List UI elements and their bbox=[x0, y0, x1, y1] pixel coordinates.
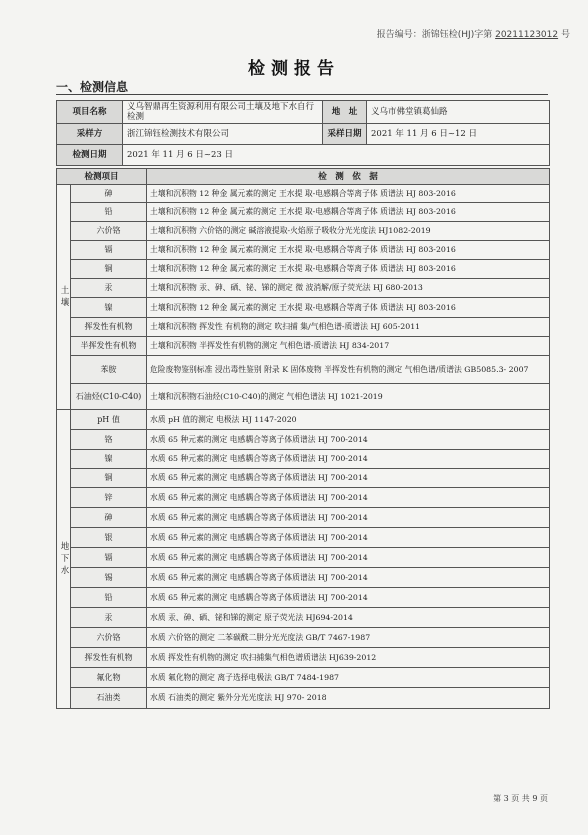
test-item: 镉 bbox=[71, 548, 147, 568]
table-row bbox=[57, 450, 550, 469]
project-name-label: 项目名称 bbox=[57, 101, 123, 124]
soil-group-text: 土壤 bbox=[60, 286, 70, 308]
page-title: 检测报告 bbox=[248, 59, 340, 79]
test-item: pH 值 bbox=[71, 410, 147, 430]
info-row bbox=[57, 145, 550, 166]
test-item: 挥发性有机物 bbox=[71, 648, 147, 668]
test-item: 半挥发性有机物 bbox=[71, 337, 147, 356]
table-row bbox=[57, 203, 550, 222]
test-basis: 水质 65 种元素的测定 电感耦合等离子体质谱法 HJ 700-2014 bbox=[147, 488, 550, 508]
test-basis: 水质 石油类的测定 紫外分光光度法 HJ 970- 2018 bbox=[147, 688, 550, 709]
water-group-label bbox=[57, 410, 71, 709]
table-header-row bbox=[57, 169, 550, 185]
test-basis: 土壤和沉积物 汞、砷、硒、铋、锑的测定 微 波消解/原子荧光法 HJ 680-2013 bbox=[147, 279, 550, 298]
report-number-suffix: 号 bbox=[560, 30, 570, 40]
test-item: 铅 bbox=[71, 203, 147, 222]
test-item: 镍 bbox=[71, 298, 147, 318]
table-row bbox=[57, 279, 550, 298]
table-row bbox=[57, 668, 550, 688]
test-basis: 水质 65 种元素的测定 电感耦合等离子体质谱法 HJ 700-2014 bbox=[147, 528, 550, 548]
column-header-basis: 检 测 依 据 bbox=[147, 169, 550, 185]
test-item: 锡 bbox=[71, 568, 147, 588]
test-item: 铬 bbox=[71, 430, 147, 450]
test-basis: 水质 挥发性有机物的测定 吹扫捕集气相色谱质谱法 HJ639-2012 bbox=[147, 648, 550, 668]
test-item: 镉 bbox=[71, 241, 147, 260]
table-row bbox=[57, 608, 550, 628]
table-row bbox=[57, 568, 550, 588]
report-number-value: 20211123012 bbox=[495, 30, 559, 40]
test-item: 六价铬 bbox=[71, 222, 147, 241]
test-item: 铅 bbox=[71, 588, 147, 608]
test-item: 六价铬 bbox=[71, 628, 147, 648]
report-number bbox=[377, 27, 570, 40]
table-row bbox=[57, 528, 550, 548]
address-label: 地 址 bbox=[323, 101, 367, 124]
test-basis: 土壤和沉积物 12 种金 属元素的测定 王水提 取-电感耦合等离子体 质谱法 HJ 803-2016 bbox=[147, 241, 550, 260]
test-basis: 土壤和沉积物 12 种金 属元素的测定 王水提 取-电感耦合等离子体 质谱法 HJ 803-2016 bbox=[147, 298, 550, 318]
table-row bbox=[57, 548, 550, 568]
test-item: 挥发性有机物 bbox=[71, 318, 147, 337]
info-row bbox=[57, 101, 550, 124]
test-basis: 土壤和沉积物 半挥发性有机物的测定 气相色谱-质谱法 HJ 834-2017 bbox=[147, 337, 550, 356]
table-row bbox=[57, 469, 550, 488]
test-basis: 水质 65 种元素的测定 电感耦合等离子体质谱法 HJ 700-2014 bbox=[147, 508, 550, 528]
section-divider bbox=[56, 94, 548, 95]
table-row bbox=[57, 298, 550, 318]
test-date-value: 2021 年 11 月 6 日~23 日 bbox=[123, 145, 550, 166]
report-number-label: 报告编号：浙锦钰检(HJ)字第 bbox=[376, 30, 493, 40]
test-item: 锌 bbox=[71, 488, 147, 508]
test-basis: 土壤和沉积物 12 种金 属元素的测定 王水提 取-电感耦合等离子体 质谱法 HJ 803-2016 bbox=[147, 203, 550, 222]
test-item: 砷 bbox=[71, 508, 147, 528]
test-item: 汞 bbox=[71, 608, 147, 628]
test-basis-table bbox=[56, 168, 550, 709]
test-basis: 土壤和沉积物 六价铬的测定 碱溶液提取-火焰原子吸收分光光度法 HJ1082-2019 bbox=[147, 222, 550, 241]
page-number: 第 3 页 共 9 页 bbox=[493, 794, 548, 803]
test-basis: 水质 氟化物的测定 离子选择电极法 GB/T 7484-1987 bbox=[147, 668, 550, 688]
test-item: 铜 bbox=[71, 469, 147, 488]
sampler-label: 采样方 bbox=[57, 124, 123, 145]
info-table bbox=[56, 100, 550, 166]
sampling-date-value: 2021 年 11 月 6 日~12 日 bbox=[367, 124, 550, 145]
test-basis: 水质 65 种元素的测定 电感耦合等离子体质谱法 HJ 700-2014 bbox=[147, 430, 550, 450]
table-row bbox=[57, 384, 550, 410]
test-item: 铜 bbox=[71, 260, 147, 279]
table-row bbox=[57, 241, 550, 260]
info-row bbox=[57, 124, 550, 145]
test-item: 镍 bbox=[71, 450, 147, 469]
test-basis: 水质 65 种元素的测定 电感耦合等离子体质谱法 HJ 700-2014 bbox=[147, 469, 550, 488]
sampling-date-label: 采样日期 bbox=[323, 124, 367, 145]
column-header-item: 检测项目 bbox=[57, 169, 147, 185]
test-basis: 土壤和沉积物 12 种金 属元素的测定 王水提 取-电感耦合等离子体 质谱法 HJ 803-2016 bbox=[147, 185, 550, 203]
test-basis: 危险废物鉴别标准 浸出毒性鉴别 附录 K 固体废物 半挥发性有机物的测定 气相色谱/质谱法 GB5085.3- 2007 bbox=[147, 356, 550, 384]
table-row bbox=[57, 628, 550, 648]
table-row bbox=[57, 356, 550, 384]
test-basis: 水质 汞、砷、硒、铋和锑的测定 原子荧光法 HJ694-2014 bbox=[147, 608, 550, 628]
table-row bbox=[57, 318, 550, 337]
test-basis: 水质 pH 值的测定 电极法 HJ 1147-2020 bbox=[147, 410, 550, 430]
table-row bbox=[57, 222, 550, 241]
test-date-label: 检测日期 bbox=[57, 145, 123, 166]
water-group-text: 地下水 bbox=[60, 542, 70, 576]
table-row bbox=[57, 488, 550, 508]
test-basis: 水质 六价铬的测定 二苯碳酰二肼分光光度法 GB/T 7467-1987 bbox=[147, 628, 550, 648]
test-basis: 水质 65 种元素的测定 电感耦合等离子体质谱法 HJ 700-2014 bbox=[147, 568, 550, 588]
table-row bbox=[57, 410, 550, 430]
table-row bbox=[57, 648, 550, 668]
test-basis: 水质 65 种元素的测定 电感耦合等离子体质谱法 HJ 700-2014 bbox=[147, 588, 550, 608]
test-basis: 水质 65 种元素的测定 电感耦合等离子体质谱法 HJ 700-2014 bbox=[147, 450, 550, 469]
test-item: 氟化物 bbox=[71, 668, 147, 688]
table-row bbox=[57, 185, 550, 203]
address-value: 义乌市佛堂镇葛仙路 bbox=[367, 101, 550, 124]
test-basis: 土壤和沉积物石油烃(C10-C40)的测定 气相色谱法 HJ 1021-2019 bbox=[147, 384, 550, 410]
test-basis: 土壤和沉积物 挥发性 有机物的测定 吹扫捕 集/气相色谱-质谱法 HJ 605-2011 bbox=[147, 318, 550, 337]
project-name-value: 义乌智鼎再生资源利用有限公司土壤及地下水自行检测 bbox=[123, 101, 323, 124]
test-basis: 土壤和沉积物 12 种金 属元素的测定 王水提 取-电感耦合等离子体 质谱法 HJ 803-2016 bbox=[147, 260, 550, 279]
table-row bbox=[57, 508, 550, 528]
table-row bbox=[57, 688, 550, 709]
table-row bbox=[57, 588, 550, 608]
section-heading: 一、检测信息 bbox=[56, 80, 129, 94]
test-item: 砷 bbox=[71, 185, 147, 203]
test-basis: 水质 65 种元素的测定 电感耦合等离子体质谱法 HJ 700-2014 bbox=[147, 548, 550, 568]
test-item: 石油烃(C10-C40) bbox=[71, 384, 147, 410]
test-item: 银 bbox=[71, 528, 147, 548]
table-row bbox=[57, 337, 550, 356]
test-item: 石油类 bbox=[71, 688, 147, 709]
table-row bbox=[57, 430, 550, 450]
table-row bbox=[57, 260, 550, 279]
test-item: 苯胺 bbox=[71, 356, 147, 384]
sampler-value: 浙江锦钰检测技术有限公司 bbox=[123, 124, 323, 145]
soil-group-label bbox=[57, 185, 71, 410]
test-item: 汞 bbox=[71, 279, 147, 298]
